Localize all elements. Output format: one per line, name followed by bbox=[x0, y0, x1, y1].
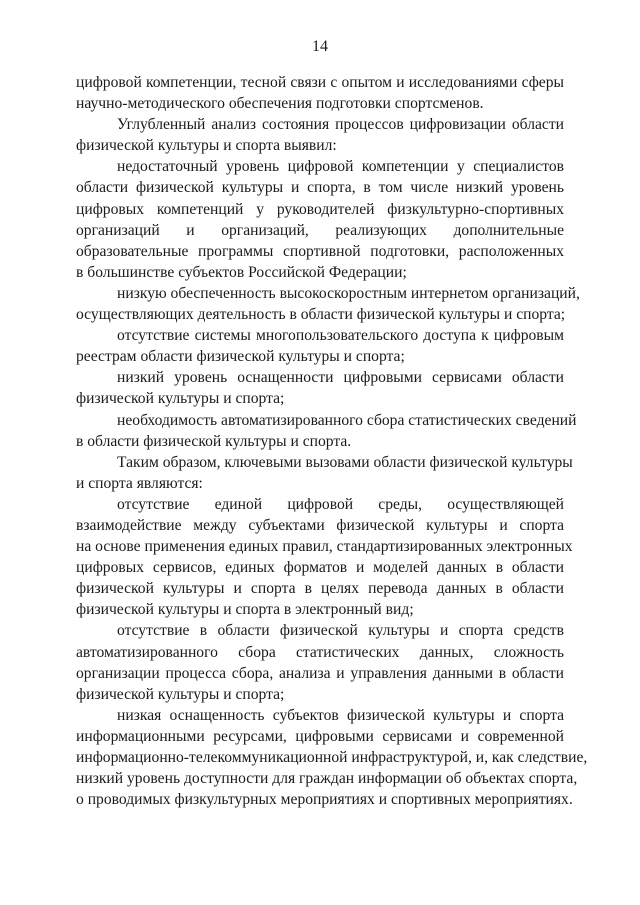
text-line: научно-методического обеспечения подготовки спортсменов. bbox=[76, 95, 484, 113]
text-line: информационными ресурсами, цифровыми сервисами и современной bbox=[76, 727, 564, 745]
paragraph bbox=[76, 410, 577, 452]
text-line: отсутствие единой цифровой среды, осуществляющей bbox=[117, 495, 564, 513]
text-line: в области физической культуры и спорта. bbox=[76, 432, 352, 450]
text-line: организаций и организаций, реализующих дополнительные bbox=[76, 221, 564, 239]
text-line: цифровой компетенции, тесной связи с опытом и исследованиями сферы bbox=[76, 74, 564, 91]
text-line: физической культуры и спорта; bbox=[76, 685, 285, 703]
text-line: Таким образом, ключевыми вызовами области физической культуры bbox=[117, 453, 573, 471]
text-line: на основе применения единых правил, стандартизированных электронных bbox=[76, 538, 573, 556]
text-line: в большинстве субъектов Российской Федерации; bbox=[76, 263, 407, 281]
text-line: низкую обеспеченность высокоскоростным интернетом организаций, bbox=[117, 284, 580, 302]
text-line: физической культуры и спорта в целях перевода данных в области bbox=[76, 580, 564, 598]
text-line: низкая оснащенность субъектов физической культуры и спорта bbox=[117, 706, 564, 724]
paragraph bbox=[76, 494, 573, 621]
text-line: осуществляющих деятельность в области физической культуры и спорта; bbox=[76, 306, 566, 324]
text-line: образовательные программы спортивной подготовки, расположенных bbox=[76, 242, 564, 260]
text-line: цифровых компетенций у руководителей физкультурно-спортивных bbox=[76, 200, 564, 218]
text-line: о проводимых физкультурных мероприятиях и спортивных мероприятиях. bbox=[76, 791, 573, 809]
text-line: низкий уровень доступности для граждан информации об объектах спорта, bbox=[76, 770, 578, 788]
paragraph bbox=[76, 705, 588, 810]
text-line: Углубленный анализ состояния процессов цифровизации области bbox=[117, 116, 564, 134]
text-line: физической культуры и спорта выявил: bbox=[76, 137, 337, 155]
text-line: недостаточный уровень цифровой компетенции у специалистов bbox=[117, 158, 564, 176]
paragraph bbox=[76, 114, 564, 156]
paragraph bbox=[76, 620, 564, 704]
text-line: информационно-телекоммуникационной инфраструктурой, и, как следствие, bbox=[76, 749, 588, 766]
text-line: физической культуры и спорта; bbox=[76, 390, 285, 408]
text-line: автоматизированного сбора статистических данных, сложность bbox=[76, 643, 564, 661]
text-line: цифровых сервисов, единых форматов и моделей данных в области bbox=[76, 559, 564, 577]
text-line: реестрам области физической культуры и спорта; bbox=[76, 348, 405, 366]
paragraph bbox=[76, 283, 580, 325]
paragraph bbox=[76, 452, 573, 494]
text-line: и спорта являются: bbox=[76, 474, 203, 492]
text-line: физической культуры и спорта в электронный вид; bbox=[76, 601, 414, 619]
text-line: отсутствие в области физической культуры и спорта средств bbox=[117, 622, 564, 640]
text-line: необходимость автоматизированного сбора статистических сведений bbox=[117, 411, 577, 429]
page-number: 14 bbox=[312, 38, 328, 55]
text-line: низкий уровень оснащенности цифровыми сервисами области bbox=[117, 369, 564, 387]
document-body bbox=[76, 72, 588, 810]
text-line: области физической культуры и спорта, в том числе низкий уровень bbox=[76, 179, 564, 197]
paragraph bbox=[76, 72, 564, 114]
text-line: отсутствие системы многопользовательского доступа к цифровым bbox=[117, 327, 564, 345]
text-line: организации процесса сбора, анализа и управления данными в области bbox=[76, 664, 564, 682]
paragraph bbox=[76, 156, 564, 283]
paragraph bbox=[76, 325, 564, 367]
paragraph bbox=[76, 367, 564, 409]
text-line: взаимодействие между субъектами физической культуры и спорта bbox=[76, 516, 564, 534]
